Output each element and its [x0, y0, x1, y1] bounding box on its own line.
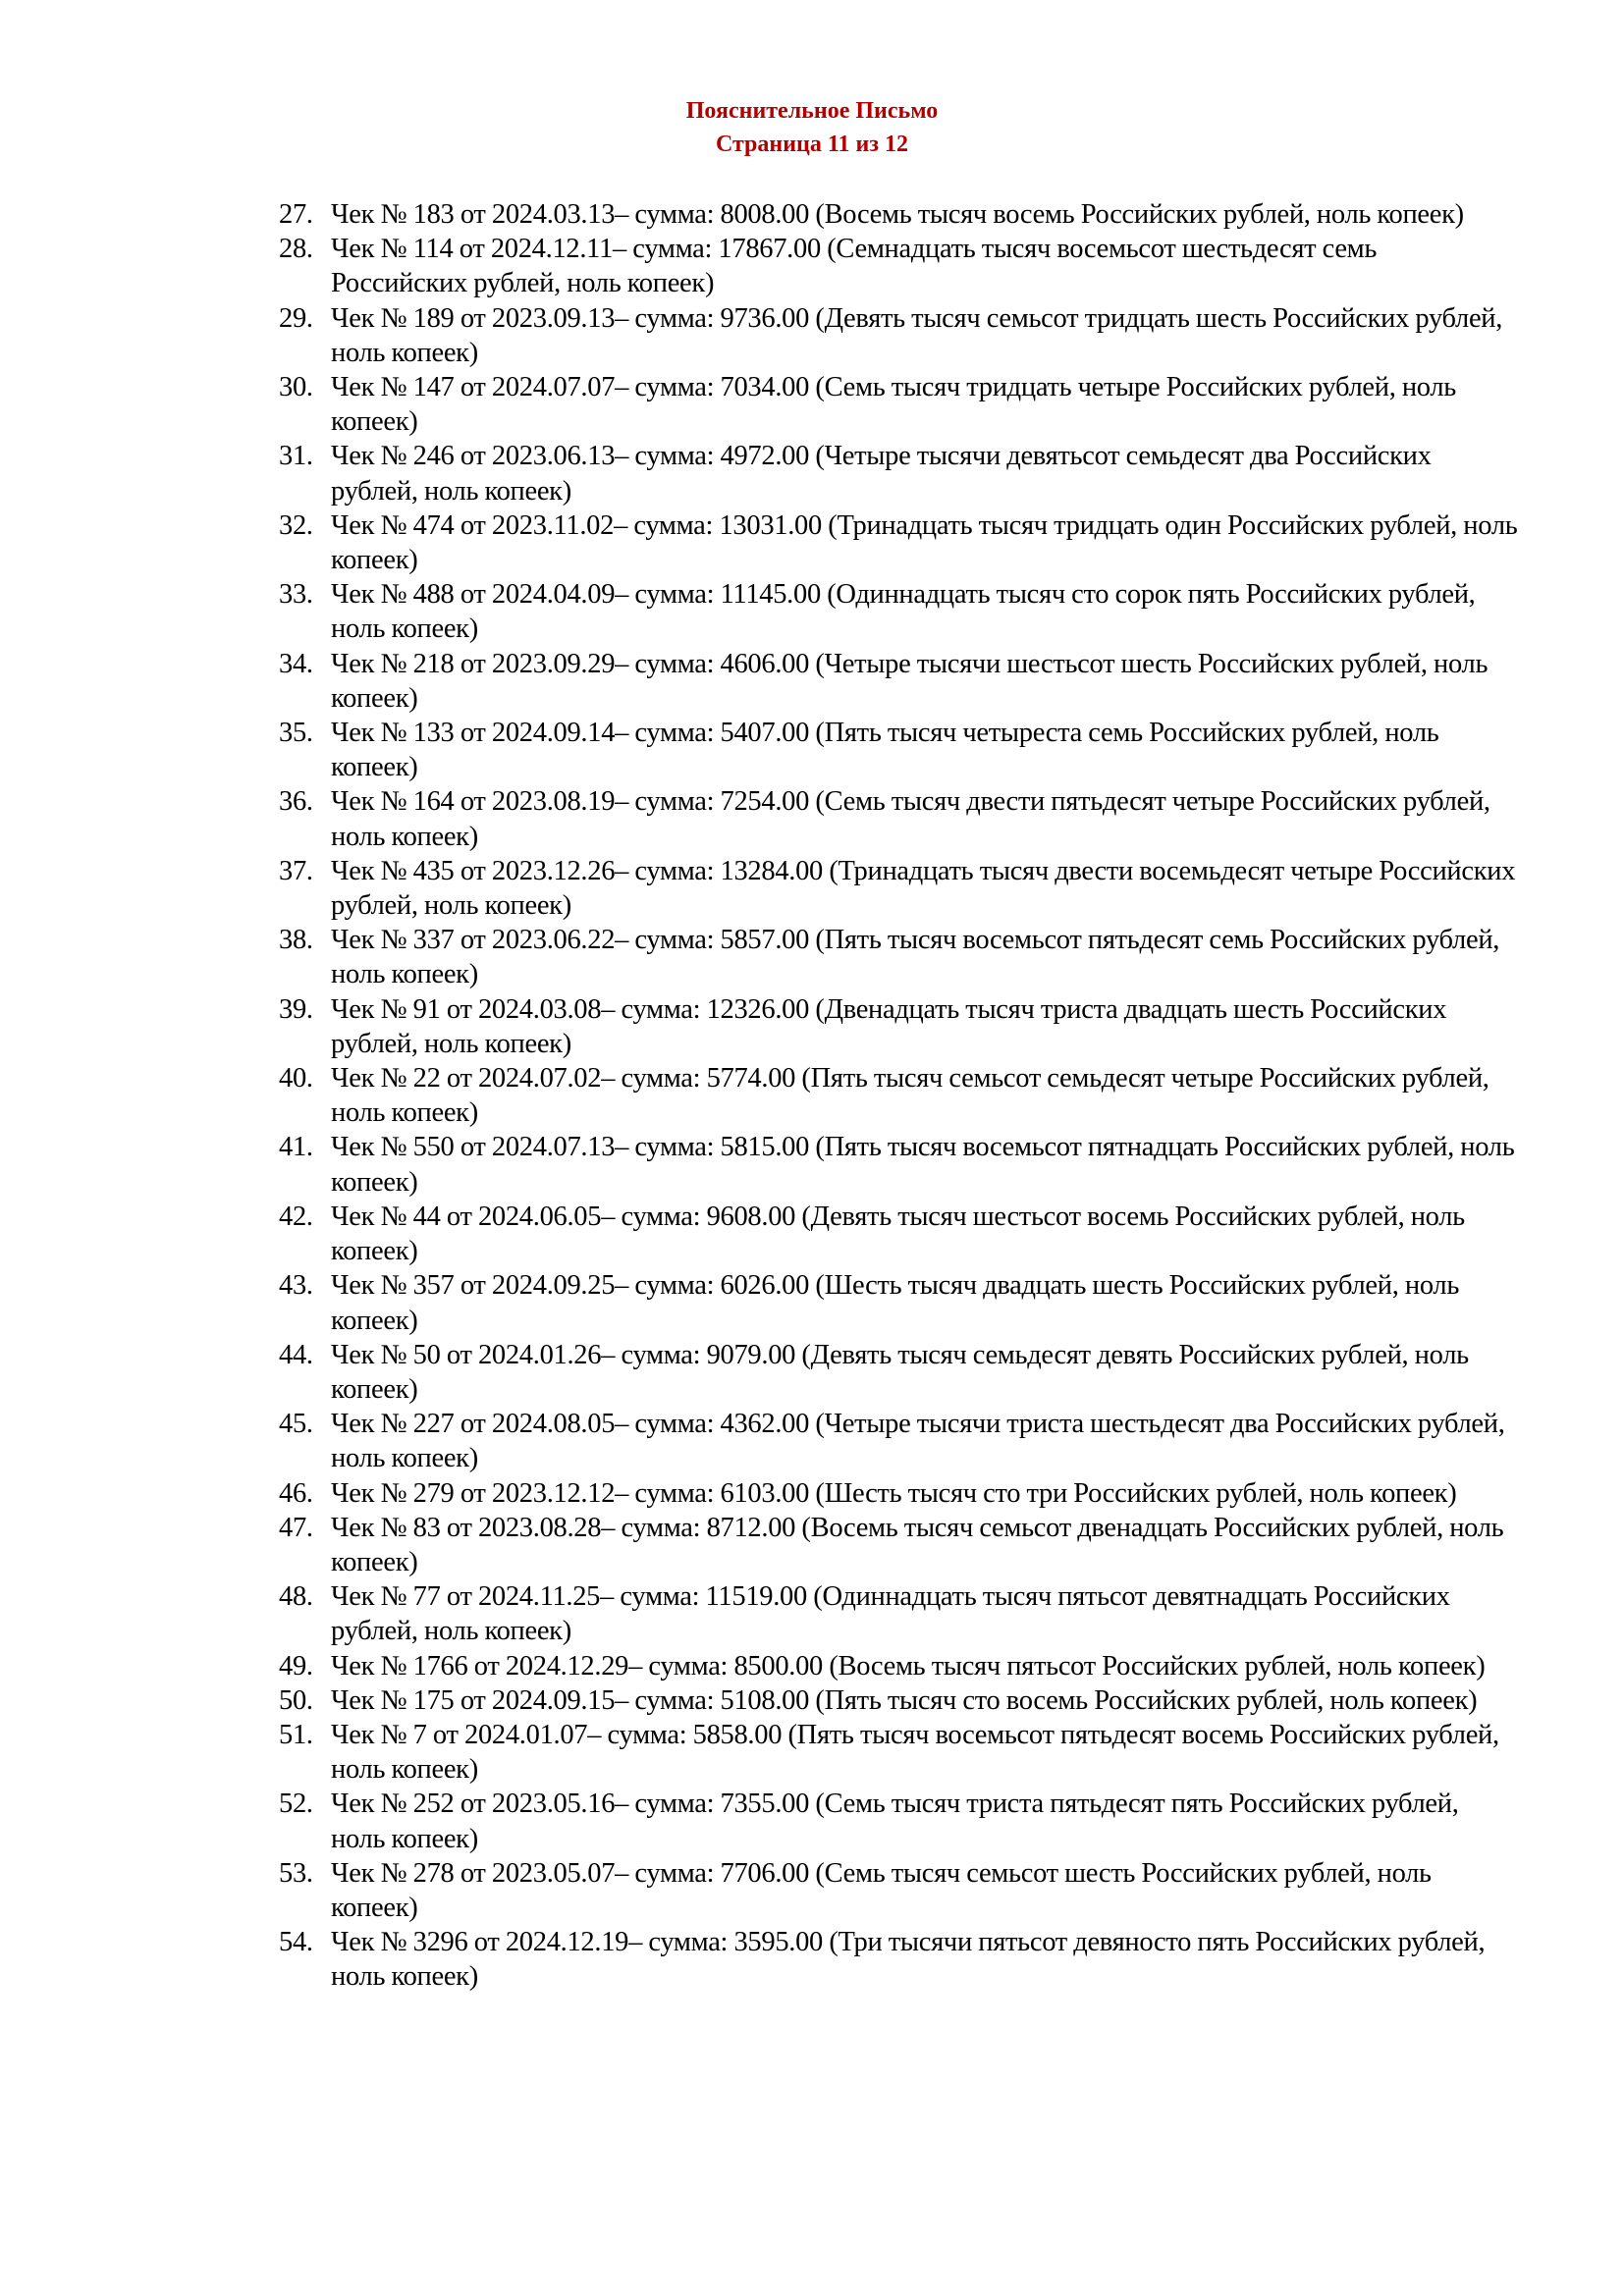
- list-item: [0, 1649, 1519, 1683]
- list-item-number: 54.: [279, 1927, 313, 1958]
- list-item-text: Чек № 133 от 2024.09.14– сумма: 5407.00 (Пять тысяч четыреста семь Российских рублей, ноль копеек): [331, 718, 1439, 783]
- page-number-label: Страница 11 из 12: [715, 132, 909, 157]
- list-item-text: Чек № 50 от 2024.01.26– сумма: 9079.00 (Девять тысяч семьдесят девять Российских рублей, ноль копеек): [331, 1339, 1469, 1405]
- list-item-number: 30.: [279, 372, 313, 403]
- list-item-text: Чек № 44 от 2024.06.05– сумма: 9608.00 (Девять тысяч шестьсот восемь Российских рублей, ноль копеек): [331, 1201, 1465, 1267]
- list-item-text: Чек № 246 от 2023.06.13– сумма: 4972.00 (Четыре тысячи девятьсот семьдесят два Российских рублей, ноль копеек): [331, 441, 1432, 507]
- list-item-text: Чек № 3296 от 2024.12.19– сумма: 3595.00 (Три тысячи пятьсот девяносто пять Российских рублей, ноль копеек): [331, 1927, 1486, 1993]
- list-item: [0, 1130, 1519, 1199]
- list-item: [0, 716, 1519, 784]
- list-item-number: 32.: [279, 509, 313, 541]
- list-item-number: 46.: [279, 1477, 313, 1509]
- list-item-text: Чек № 147 от 2024.07.07– сумма: 7034.00 (Семь тысяч тридцать четыре Российских рублей, ноль копеек): [331, 372, 1457, 438]
- list-item-number: 44.: [279, 1339, 313, 1370]
- list-item: [0, 1200, 1519, 1268]
- list-item: [0, 1061, 1519, 1130]
- list-item: [0, 301, 1519, 370]
- list-item-number: 41.: [279, 1132, 313, 1163]
- list-item-text: Чек № 7 от 2024.01.07– сумма: 5858.00 (Пять тысяч восемьсот пятьдесят восемь Российских рублей, ноль копеек): [331, 1719, 1499, 1786]
- list-item-text: Чек № 357 от 2024.09.25– сумма: 6026.00 (Шесть тысяч двадцать шесть Российских рублей, ноль копеек): [331, 1270, 1460, 1336]
- receipt-list: [0, 197, 1624, 1995]
- list-item-text: Чек № 77 от 2024.11.25– сумма: 11519.00 (Одиннадцать тысяч пятьсот девятнадцать Российских рублей, ноль копеек): [331, 1581, 1450, 1647]
- list-item: [0, 1338, 1519, 1407]
- list-item: [0, 1407, 1519, 1475]
- list-item-text: Чек № 218 от 2023.09.29– сумма: 4606.00 (Четыре тысячи шестьсот шесть Российских рублей, ноль копеек): [331, 648, 1489, 714]
- list-item-number: 40.: [279, 1063, 313, 1095]
- list-item: [0, 508, 1519, 577]
- document-title: Пояснительное Письмо: [685, 98, 939, 124]
- list-item: [0, 232, 1519, 300]
- list-item-text: Чек № 183 от 2024.03.13– сумма: 8008.00 (Восемь тысяч восемь Российских рублей, ноль копеек): [331, 199, 1464, 230]
- list-item-text: Чек № 474 от 2023.11.02– сумма: 13031.00 (Тринадцать тысяч тридцать один Российских рублей, ноль копеек): [331, 509, 1518, 576]
- list-item: [0, 784, 1519, 853]
- list-item: [0, 647, 1519, 716]
- list-item-number: 29.: [279, 302, 313, 334]
- list-item-number: 34.: [279, 648, 313, 679]
- list-item-text: Чек № 227 от 2024.08.05– сумма: 4362.00 (Четыре тысячи триста шестьдесят два Российских рублей, ноль копеек): [331, 1409, 1505, 1474]
- list-item: [0, 1856, 1519, 1925]
- list-item-number: 51.: [279, 1719, 313, 1750]
- list-item: [0, 439, 1519, 507]
- list-item-text: Чек № 1766 от 2024.12.29– сумма: 8500.00 (Восемь тысяч пятьсот Российских рублей, ноль копеек): [331, 1650, 1486, 1682]
- list-item: [0, 197, 1519, 232]
- list-item-number: 33.: [279, 579, 313, 611]
- list-item-number: 48.: [279, 1581, 313, 1613]
- list-item: [0, 1511, 1519, 1579]
- list-item-text: Чек № 550 от 2024.07.13– сумма: 5815.00 (Пять тысяч восемьсот пятнадцать Российских рублей, ноль копеек): [331, 1132, 1515, 1198]
- list-item-number: 37.: [279, 855, 313, 886]
- page-header: [0, 94, 1624, 161]
- list-item-text: Чек № 189 от 2023.09.13– сумма: 9736.00 (Девять тысяч семьсот тридцать шесть Российских рублей, ноль копеек): [331, 302, 1503, 368]
- list-item: [0, 1476, 1519, 1511]
- list-item: [0, 370, 1519, 439]
- list-item-number: 31.: [279, 441, 313, 472]
- list-item-text: Чек № 279 от 2023.12.12– сумма: 6103.00 (Шесть тысяч сто три Российских рублей, ноль копеек): [331, 1477, 1457, 1509]
- list-item: [0, 854, 1519, 923]
- list-item-text: Чек № 488 от 2024.04.09– сумма: 11145.00 (Одиннадцать тысяч сто сорок пять Российских рублей, ноль копеек): [331, 579, 1476, 645]
- list-item: [0, 1787, 1519, 1855]
- list-item-text: Чек № 114 от 2024.12.11– сумма: 17867.00 (Семнадцать тысяч восемьсот шестьдесят семь Российских рублей, ноль копеек): [331, 234, 1378, 299]
- list-item-number: 49.: [279, 1650, 313, 1682]
- list-item: [0, 1579, 1519, 1648]
- list-item-text: Чек № 435 от 2023.12.26– сумма: 13284.00 (Тринадцать тысяч двести восемьдесят четыре Российских рублей, ноль копеек): [331, 855, 1516, 922]
- list-item-number: 52.: [279, 1789, 313, 1820]
- list-item-text: Чек № 175 от 2024.09.15– сумма: 5108.00 (Пять тысяч сто восемь Российских рублей, ноль копеек): [331, 1684, 1478, 1716]
- list-item: [0, 1683, 1519, 1718]
- list-item-number: 47.: [279, 1512, 313, 1543]
- list-item: [0, 992, 1519, 1061]
- list-item-number: 45.: [279, 1409, 313, 1440]
- list-item-text: Чек № 83 от 2023.08.28– сумма: 8712.00 (Восемь тысяч семьсот двенадцать Российских рублей, ноль копеек): [331, 1512, 1504, 1577]
- list-item-number: 28.: [279, 234, 313, 265]
- list-item-text: Чек № 278 от 2023.05.07– сумма: 7706.00 (Семь тысяч семьсот шесть Российских рублей, ноль копеек): [331, 1857, 1432, 1923]
- list-item-text: Чек № 22 от 2024.07.02– сумма: 5774.00 (Пять тысяч семьсот семьдесят четыре Российских рублей, ноль копеек): [331, 1063, 1489, 1129]
- list-item-number: 53.: [279, 1857, 313, 1889]
- list-item-number: 42.: [279, 1201, 313, 1232]
- list-item: [0, 1718, 1519, 1787]
- list-item-number: 39.: [279, 993, 313, 1025]
- list-item-number: 36.: [279, 786, 313, 818]
- list-item-text: Чек № 91 от 2024.03.08– сумма: 12326.00 (Двенадцать тысяч триста двадцать шесть Российских рублей, ноль копеек): [331, 993, 1447, 1059]
- list-item-number: 50.: [279, 1684, 313, 1716]
- list-item: [0, 1925, 1519, 1994]
- list-item: [0, 923, 1519, 991]
- list-item-text: Чек № 164 от 2023.08.19– сумма: 7254.00 (Семь тысяч двести пятьдесят четыре Российских рублей, ноль копеек): [331, 786, 1490, 852]
- list-item-number: 27.: [279, 199, 313, 230]
- list-item-text: Чек № 337 от 2023.06.22– сумма: 5857.00 (Пять тысяч восемьсот пятьдесят семь Российских рублей, ноль копеек): [331, 925, 1500, 990]
- list-item-text: Чек № 252 от 2023.05.16– сумма: 7355.00 (Семь тысяч триста пятьдесят пять Российских рублей, ноль копеек): [331, 1789, 1459, 1854]
- list-item-number: 35.: [279, 718, 313, 749]
- list-item: [0, 577, 1519, 646]
- list-item: [0, 1268, 1519, 1337]
- list-item-number: 38.: [279, 925, 313, 956]
- list-item-number: 43.: [279, 1270, 313, 1302]
